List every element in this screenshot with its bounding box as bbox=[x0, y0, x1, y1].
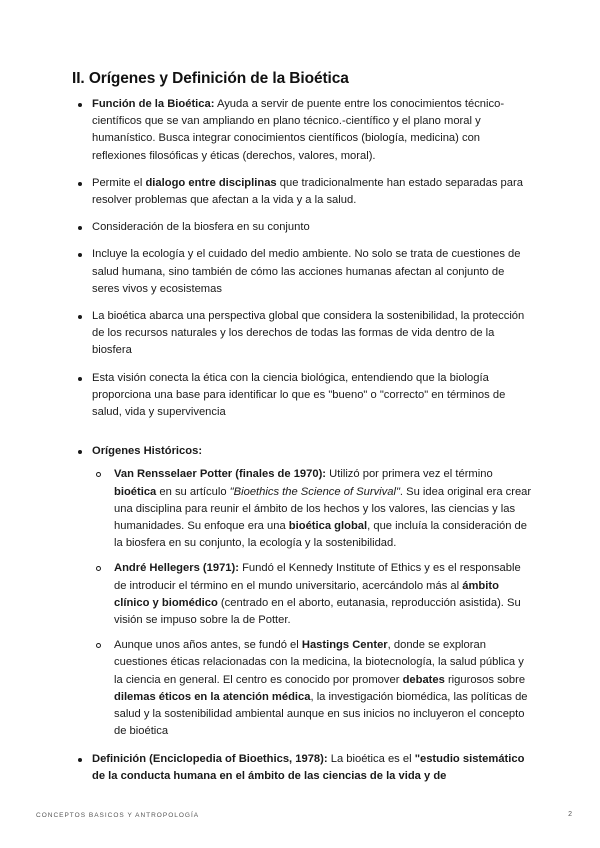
footer-course-title: CONCEPTOS BASICOS Y ANTROPOLOGÍA bbox=[36, 812, 200, 819]
list-item-funcion bbox=[72, 96, 532, 165]
item-text: en su artículo bbox=[156, 485, 230, 498]
item-text: Aunque unos años antes, se fundó el bbox=[114, 639, 302, 652]
bold-text: Hastings Center bbox=[301, 639, 388, 652]
bold-text: debates bbox=[402, 673, 445, 686]
list-item-biosfera bbox=[72, 219, 532, 236]
item-text: Permite el bbox=[92, 176, 146, 189]
item-text: . Su idea original era crear una disciplina para reunir el ámbito de los hechos y los valores, las ciencias y las humanidades. Su enfoque era una bbox=[114, 485, 532, 533]
item-text: La bioética abarca una perspectiva global que considera la sostenibilidad, la protección de los recursos naturales y los derechos de todas las formas de vida dentro de la biosfera bbox=[92, 310, 525, 357]
item-text: Utilizó por primera vez el término bbox=[326, 468, 493, 481]
bold-text: dialogo entre disciplinas bbox=[145, 176, 277, 189]
item-text: rigurosos sobre bbox=[444, 673, 526, 686]
bold-text: André Hellegers (1971): bbox=[114, 562, 239, 575]
list-item-ecologia bbox=[72, 246, 532, 298]
list-item-perspectiva bbox=[72, 308, 532, 360]
bold-text: bioética bbox=[114, 485, 157, 498]
item-text: Esta visión conecta la ética con la ciencia biológica, entendiendo que la biología proporciona una base para identificar lo que es "bueno" o "correcto" en términos de salud, vida y supervivencia bbox=[92, 371, 506, 419]
bold-text: "estudio sistemático de la conducta humana en el ámbito de las ciencias de la vida y de bbox=[92, 752, 525, 782]
bullet-list bbox=[72, 96, 532, 795]
sub-list bbox=[92, 466, 532, 740]
item-text: La bioética es el bbox=[327, 752, 415, 765]
list-item-dialogo bbox=[72, 175, 532, 209]
page-number: 2 bbox=[568, 811, 572, 818]
item-text: que tradicionalmente han estado separadas para resolver problemas que afectan a la vida y a la salud. bbox=[92, 176, 523, 207]
italic-text: "Bioethics the Science of Survival" bbox=[229, 485, 400, 498]
item-text: (centrado en el aborto, eutanasia, reproducción asistida). Su visión se impuso sobre la de Potter. bbox=[114, 596, 521, 627]
bold-text: bioética global bbox=[288, 520, 368, 533]
bold-text: ámbito clínico y biomédico bbox=[114, 579, 499, 609]
item-text: Fundó el Kennedy Institute of Ethics y es el responsable de introducir el término en el mundo universitario, acercándolo más al bbox=[114, 562, 521, 592]
list-item-origenes bbox=[72, 443, 532, 740]
bold-label: Orígenes Históricos: bbox=[92, 445, 203, 458]
item-text: , que incluía la consideración de la biosfera en su conjunto, la ecología y la sostenibilidad. bbox=[114, 520, 527, 550]
item-text: , la investigación biomédica, las políticas de salud y la sostenibilidad ambiental aunque en sus inicios no incluyeron el concepto de bioética bbox=[114, 690, 528, 738]
item-text: Incluye la ecología y el cuidado del medio ambiente. No solo se trata de cuestiones de salud humana, sino también de cómo las acciones humanas afectan al conjunto de seres vivos y ecosistemas bbox=[92, 248, 521, 295]
list-item-vision bbox=[72, 370, 532, 422]
item-text: , donde se exploran cuestiones éticas relacionadas con la medicina, la biotecnología, la salud pública y la ciencia en general. El centro es conocido por promover bbox=[114, 639, 524, 686]
sub-item-hellegers bbox=[92, 560, 532, 629]
item-text: Consideración de la biosfera en su conjunto bbox=[92, 221, 310, 234]
section-heading: II. Orígenes y Definición de la Bioética bbox=[72, 70, 349, 87]
bold-text: dilemas éticos en la atención médica bbox=[114, 690, 311, 703]
item-text: Ayuda a servir de puente entre los conocimientos técnico-científicos que se van ampliando en plano técnico.-científico y el plano moral y humanístico. Busca integrar conocimientos científicos (biología, medicina) con reflexiones filosóficas y éticas (derechos, valores, moral). bbox=[92, 98, 505, 162]
list-item-definicion bbox=[72, 751, 532, 785]
bold-label: Función de la Bioética: bbox=[92, 98, 215, 110]
sub-item-hastings bbox=[92, 637, 532, 740]
bold-label: Definición (Enciclopedia of Bioethics, 1978): bbox=[92, 752, 328, 765]
bold-text: Van Rensselaer Potter (finales de 1970): bbox=[114, 468, 327, 481]
sub-item-potter bbox=[92, 466, 532, 552]
